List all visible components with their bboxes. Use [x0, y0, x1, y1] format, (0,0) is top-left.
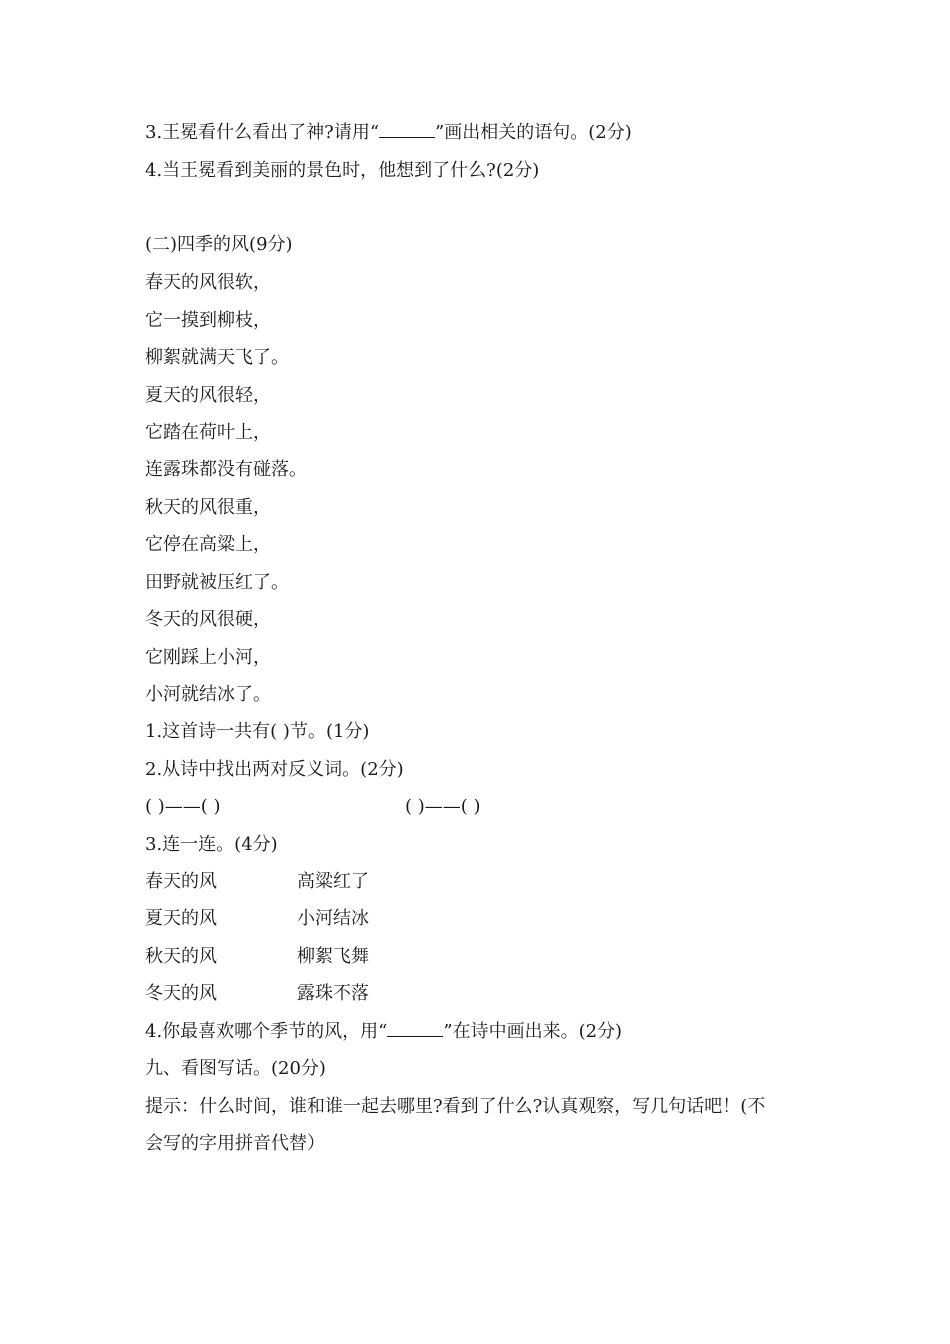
poem-line: 冬天的风很硬， [145, 609, 271, 630]
poem-line: 春天的风很软， [145, 272, 271, 293]
poem-title: (二)四季的风(9分) [145, 234, 293, 255]
question-4-top: 4.当王冕看到美丽的景色时，他想到了什么?(2分) [145, 160, 540, 181]
match-right: 露珠不落 [297, 983, 369, 1004]
answer-blank [379, 121, 435, 138]
section-9-title: 九、看图写话。(20分) [145, 1058, 326, 1079]
poem-question-4: 4.你最喜欢哪个季节的风，用“ ”在诗中画出来。(2分) [145, 1021, 623, 1042]
poem-question-2: 2.从诗中找出两对反义词。(2分) [145, 759, 404, 780]
poem-line: 秋天的风很重， [145, 497, 271, 518]
poem-line: 它踏在荷叶上， [145, 422, 271, 443]
answer-blank [387, 1020, 443, 1037]
poem-line: 它一摸到柳枝， [145, 310, 271, 331]
match-right: 高粱红了 [297, 871, 369, 892]
match-right: 柳絮飞舞 [297, 946, 369, 967]
antonym-pair-1: ( )——( ) [145, 796, 221, 817]
poem-question-1: 1.这首诗一共有( )节。(1分) [145, 721, 370, 742]
poem-line: 它刚踩上小河， [145, 647, 271, 668]
poem-line: 连露珠都没有碰落。 [145, 459, 307, 480]
antonym-pair-2: ( )——( ) [405, 796, 481, 817]
poem-line: 它停在高粱上， [145, 534, 271, 555]
poem-line: 田野就被压红了。 [145, 572, 289, 593]
question-3-top: 3.王冕看什么看出了神?请用“ ”画出相关的语句。(2分) [145, 122, 632, 143]
match-right: 小河结冰 [297, 908, 369, 929]
match-left: 夏天的风 [145, 908, 217, 929]
poem-line: 夏天的风很轻， [145, 385, 271, 406]
section-9-hint-cont: 会写的字用拼音代替） [145, 1133, 325, 1154]
match-left: 春天的风 [145, 871, 217, 892]
match-left: 冬天的风 [145, 983, 217, 1004]
poem-question-3: 3.连一连。(4分) [145, 834, 278, 855]
poem-line: 小河就结冰了。 [145, 684, 271, 705]
match-left: 秋天的风 [145, 946, 217, 967]
section-9-hint: 提示：什么时间，谁和谁一起去哪里?看到了什么?认真观察，写几句话吧！(不 [145, 1096, 766, 1117]
poem-line: 柳絮就满天飞了。 [145, 347, 289, 368]
